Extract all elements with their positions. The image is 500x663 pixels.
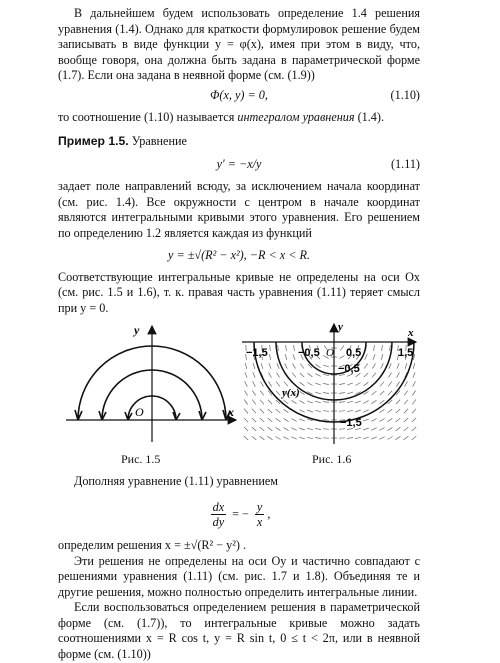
y-axis-label: y	[336, 321, 343, 333]
direction-segment	[404, 400, 408, 405]
direction-segment	[381, 364, 384, 369]
direction-segment	[389, 373, 392, 378]
paragraph: задает поле направлений всюду, за исключением начала координат (см. рис. 1.4). Все окружности с центром в начале координат являются интегральными кривыми этого уравнения. Его решением по определению 1.2 является каждая из функций	[58, 179, 420, 241]
direction-segment	[404, 437, 409, 441]
figure-1-5-caption: Рис. 1.5	[121, 452, 160, 468]
direction-segment	[299, 401, 304, 404]
direction-segment	[412, 427, 416, 431]
direction-segment	[268, 437, 273, 440]
fraction	[255, 500, 264, 529]
direction-segment	[276, 428, 281, 431]
direction-segment	[291, 428, 296, 431]
direction-segment	[285, 354, 287, 360]
direction-segment	[245, 391, 248, 396]
direction-segment	[269, 373, 272, 378]
direction-segment	[277, 373, 280, 378]
direction-segment	[355, 401, 361, 403]
direction-segment	[372, 401, 377, 404]
direction-segment	[292, 373, 296, 378]
direction-segment	[364, 383, 369, 387]
direction-segment	[373, 355, 375, 361]
direction-segment	[396, 400, 400, 404]
direction-segment	[315, 438, 321, 439]
direction-segment	[308, 374, 313, 378]
direction-segment	[252, 409, 256, 414]
direction-segment	[252, 391, 255, 396]
direction-segment	[316, 365, 321, 368]
direction-segment	[404, 409, 408, 413]
direction-segment	[412, 418, 416, 422]
equation-1-11	[58, 157, 420, 179]
direction-segment	[253, 373, 255, 379]
paragraph	[58, 110, 420, 126]
tick-label: −0,5	[298, 347, 320, 359]
direction-segment	[396, 418, 401, 422]
y-axis-label: y	[132, 323, 140, 337]
example-label: Пример 1.5.	[58, 134, 129, 148]
equation-1-10	[58, 88, 420, 110]
direction-segment	[347, 438, 353, 439]
page	[58, 0, 420, 662]
direction-segment	[339, 411, 345, 412]
direction-segment	[270, 345, 271, 351]
direction-segment	[284, 382, 288, 387]
direction-segment	[252, 418, 256, 422]
direction-segment	[283, 428, 288, 431]
direction-segment	[365, 355, 368, 360]
direction-segment	[380, 400, 385, 404]
direction-segment	[388, 428, 393, 431]
direction-segment	[283, 419, 288, 422]
direction-segment	[244, 400, 247, 405]
direction-segment	[388, 409, 393, 413]
direction-segment	[388, 382, 392, 387]
level-label: −0,5	[338, 363, 360, 375]
direction-segment	[307, 410, 313, 412]
paragraph: Дополняя уравнение (1.11) уравнением	[58, 474, 420, 490]
direction-segment	[293, 355, 295, 361]
direction-segment	[390, 345, 391, 351]
direction-segment	[413, 373, 415, 379]
origin-label: O	[326, 347, 334, 359]
direction-segment	[268, 382, 271, 387]
direction-segment	[276, 409, 281, 413]
direction-segment	[397, 373, 400, 378]
direction-segment	[292, 401, 297, 404]
direction-segment	[339, 356, 344, 359]
direction-segment	[323, 365, 329, 367]
direction-segment	[268, 409, 272, 413]
text: то соотношение (1.10) называется	[58, 110, 237, 124]
direction-segment	[379, 419, 384, 422]
direction-segment	[252, 427, 256, 431]
direction-segment	[404, 391, 407, 396]
direction-segment	[347, 392, 353, 394]
equation-number: (1.11)	[391, 157, 420, 173]
direction-segment	[284, 400, 289, 404]
equation-body: Φ(x, y) = 0,	[58, 88, 420, 104]
direction-segment	[372, 373, 376, 378]
direction-segment	[315, 374, 320, 377]
direction-segment	[307, 383, 312, 386]
direction-segment	[389, 364, 391, 370]
direction-segment	[299, 428, 305, 430]
direction-segment	[300, 383, 305, 387]
figures-row	[58, 320, 420, 470]
direction-segment	[299, 410, 304, 413]
direction-segment	[260, 418, 264, 422]
direction-segment	[380, 410, 385, 413]
direction-segment	[260, 400, 264, 405]
equation-body: y = ±√(R² − x²), −R < x < R.	[58, 248, 420, 264]
direction-segment	[347, 402, 353, 404]
equation-body: y′ = −x/y	[58, 157, 420, 173]
direction-segment	[300, 373, 304, 377]
direction-segment	[380, 382, 384, 387]
direction-segment	[355, 410, 361, 412]
direction-segment	[339, 393, 345, 394]
direction-segment	[315, 411, 321, 412]
direction-segment	[363, 401, 368, 404]
direction-segment	[364, 373, 368, 377]
numerator: dx	[211, 500, 227, 515]
direction-segment	[372, 391, 377, 395]
direction-segment	[374, 345, 375, 351]
direction-segment	[261, 364, 263, 370]
direction-segment	[260, 391, 263, 396]
curve-label: y(x)	[280, 387, 300, 399]
direction-segment	[405, 382, 408, 387]
direction-segment	[291, 437, 297, 439]
paragraph: определим решения x = ±√(R² − y²) .	[58, 538, 420, 554]
direction-segment	[396, 382, 399, 387]
direction-segment	[387, 437, 392, 440]
equation-number: (1.10)	[391, 88, 420, 104]
direction-segment	[363, 428, 369, 430]
direction-segment	[323, 411, 329, 412]
direction-segment	[315, 392, 321, 394]
direction-segment	[261, 382, 264, 387]
direction-segment	[260, 409, 264, 413]
direction-segment	[323, 375, 329, 376]
direction-segment	[244, 436, 248, 440]
direction-segment	[371, 437, 377, 439]
direction-segment	[245, 382, 248, 387]
direction-segment	[278, 345, 279, 351]
equation-solution	[58, 248, 420, 270]
direction-segment	[323, 429, 329, 430]
direction-segment	[355, 438, 361, 439]
figure-1-6	[242, 320, 418, 448]
direction-segment	[340, 346, 344, 351]
tick-label: 1,5	[398, 347, 413, 359]
direction-segment	[276, 391, 280, 395]
denominator: dy	[211, 515, 227, 529]
direction-segment	[412, 400, 416, 405]
direction-segment	[363, 410, 368, 413]
direction-segment	[371, 428, 376, 431]
direction-segment	[355, 383, 360, 386]
direction-segment	[245, 363, 247, 369]
direction-segment	[293, 364, 296, 369]
direction-segment	[371, 419, 376, 422]
direction-segment	[379, 428, 384, 431]
direction-segment	[347, 383, 353, 385]
direction-segment	[276, 419, 281, 422]
direction-segment	[268, 428, 273, 432]
direction-segment	[307, 401, 313, 403]
direction-segment	[323, 393, 329, 394]
direction-segment	[315, 383, 321, 385]
direction-segment	[284, 410, 289, 413]
example-heading	[58, 134, 420, 150]
direction-segment	[275, 437, 280, 440]
direction-segment	[413, 382, 416, 387]
paragraph: Если воспользоваться определением решения в параметрической форме (см. (1.7)), то интегральные кривые можно задать соотношениями x = R cos t, y = R sin t, 0 ≤ t < 2π, или в неявной форме (см. (1.10))	[58, 600, 420, 662]
direction-segment	[396, 437, 401, 440]
direction-segment	[380, 391, 384, 395]
direction-segment	[269, 354, 270, 360]
direction-segment	[260, 437, 265, 441]
direction-segment	[294, 345, 295, 351]
numerator: y	[255, 500, 264, 515]
direction-segment	[299, 437, 305, 439]
direction-segment	[245, 373, 247, 379]
direction-segment	[291, 419, 296, 422]
paragraph: В дальнейшем будем использовать определение 1.4 решения уравнения (1.4). Однако для краткости формулировок решение будем записывать в виде функции y = φ(x), имея при этом в виду, что, вообще говоря, она должна быть задана в параметрической форме (1.7). Если она задана в неявной форме (см. (1.9))	[58, 6, 420, 84]
direction-segment	[252, 436, 257, 440]
direction-segment	[339, 402, 345, 403]
direction-segment	[397, 364, 399, 370]
tick-label: −1,5	[246, 347, 268, 359]
direction-segment	[277, 364, 279, 370]
figure-1-5	[64, 320, 239, 448]
direction-segment	[300, 364, 304, 369]
direction-segment	[283, 437, 288, 440]
direction-segment	[379, 437, 384, 440]
direction-segment	[405, 364, 407, 370]
origin-label: O	[135, 405, 144, 419]
equals-minus: = −	[232, 507, 249, 523]
denominator: x	[255, 515, 264, 529]
direction-segment	[363, 419, 369, 421]
term-integral: интегралом уравнения	[237, 110, 354, 124]
direction-segment	[244, 427, 248, 431]
direction-segment	[404, 418, 408, 422]
x-axis-label: x	[227, 405, 234, 419]
figure-1-6-caption: Рис. 1.6	[312, 452, 351, 468]
direction-segment	[244, 409, 248, 414]
direction-segment	[307, 429, 313, 431]
direction-segment	[315, 402, 321, 404]
direction-segment	[244, 418, 248, 422]
direction-segment	[396, 428, 401, 432]
direction-segment	[285, 364, 288, 369]
direction-segment	[363, 437, 369, 439]
direction-segment	[269, 364, 271, 370]
direction-segment	[252, 400, 256, 405]
direction-segment	[404, 427, 409, 431]
paragraph: Эти решения не определены на оси Oy и частично совпадают с решениями уравнения (1.11) (см. рис. 1.7 и 1.8). Объединяя те и другие решения, можно полностью определить интегральные линии.	[58, 554, 420, 601]
direction-segment	[412, 436, 417, 440]
example-text: Уравнение	[129, 134, 187, 148]
paragraph: Соответствующие интегральные кривые не определены на оси Ox (см. рис. 1.5 и 1.6), т. к. правая часть уравнения (1.11) теряет смысл при y = 0.	[58, 270, 420, 317]
direction-segment	[413, 363, 415, 369]
direction-segment	[339, 384, 345, 385]
direction-segment	[253, 363, 255, 369]
direction-segment	[388, 391, 392, 395]
direction-segment	[396, 409, 400, 413]
direction-segment	[382, 345, 383, 351]
direction-segment	[323, 402, 329, 403]
direction-segment	[373, 364, 376, 369]
comma: ,	[267, 507, 270, 523]
direction-segment	[381, 354, 383, 360]
direction-segment	[315, 429, 321, 430]
x-axis-label: x	[407, 327, 414, 339]
level-label: −1,5	[340, 417, 362, 429]
direction-segment	[412, 409, 416, 414]
direction-segment	[268, 418, 273, 422]
direction-segment	[307, 438, 313, 439]
equation-dxdy	[58, 496, 420, 534]
direction-segment	[347, 411, 353, 412]
tick-label: 0,5	[346, 347, 361, 359]
direction-segment	[268, 400, 272, 404]
direction-segment	[364, 364, 368, 369]
direction-segment	[388, 419, 393, 422]
direction-segment	[260, 427, 265, 431]
direction-segment	[276, 382, 280, 387]
direction-segment	[412, 391, 415, 396]
direction-segment	[253, 382, 256, 387]
fraction	[211, 500, 227, 529]
direction-segment	[286, 345, 287, 351]
direction-segment	[323, 420, 329, 421]
direction-segment	[323, 384, 329, 385]
text: (1.4).	[355, 110, 384, 124]
direction-segment	[299, 419, 305, 421]
